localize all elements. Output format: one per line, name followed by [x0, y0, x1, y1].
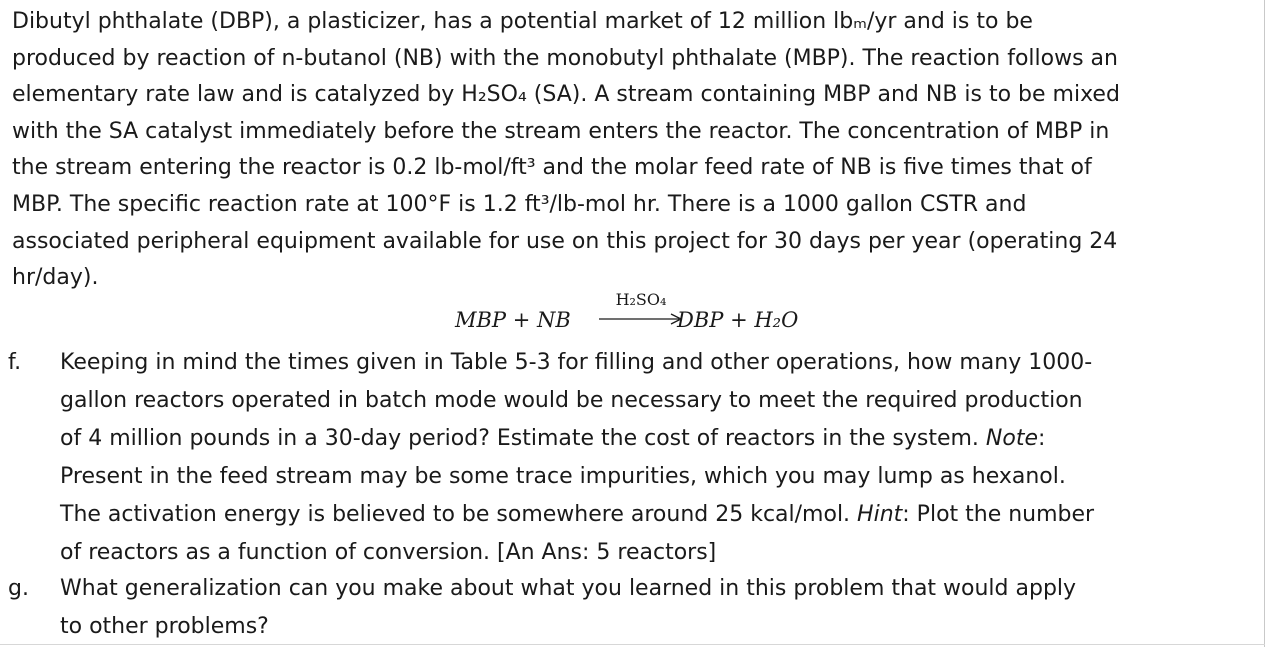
intro-line: MBP. The specific reaction rate at 100°F is 1.2 ft³/lb-mol hr. There is a 1000 gallon CSTR and [12, 191, 1027, 217]
intro-line: associated peripheral equipment available for use on this project for 30 days per year (operating 24 [12, 228, 1118, 254]
item-line [60, 420, 1094, 458]
problem-statement [12, 4, 1257, 297]
line-text: The activation energy is believed to be somewhere around 25 kcal/mol. [60, 502, 851, 527]
item-line: What generalization can you make about what you learned in this problem that would apply [60, 576, 1077, 601]
arrow-icon [597, 290, 685, 330]
item-body [60, 344, 1094, 572]
item-marker: g. [8, 576, 29, 601]
reaction-arrow [597, 290, 685, 330]
reaction-equation [455, 290, 875, 340]
equation-products: DBP + H₂O [677, 308, 799, 332]
intro-line: produced by reaction of n-butanol (NB) with the monobutyl phthalate (MBP). The reaction follows an [12, 45, 1118, 71]
item-line: Keeping in mind the times given in Table 5-3 for filling and other operations, how many 1000- [60, 350, 1093, 375]
intro-line: with the SA catalyst immediately before the stream enters the reactor. The concentration of MBP in [12, 118, 1110, 144]
item-line: gallon reactors operated in batch mode would be necessary to meet the required production [60, 388, 1083, 413]
hint-text: : Plot the number [902, 502, 1095, 527]
equation-catalyst: H₂SO₄ [615, 290, 667, 309]
intro-line: elementary rate law and is catalyzed by H₂SO₄ (SA). A stream containing MBP and NB is to be mixed [12, 82, 1120, 108]
line-text: of 4 million pounds in a 30-day period? Estimate the cost of reactors in the system. [60, 426, 979, 451]
intro-line: hr/day). [12, 265, 99, 291]
note-colon: : [1037, 426, 1046, 451]
intro-line: the stream entering the reactor is 0.2 lb-mol/ft³ and the molar feed rate of NB is five times that of [12, 155, 1092, 181]
note-label: Note [985, 426, 1038, 451]
item-line: to other problems? [60, 614, 269, 639]
intro-line: Dibutyl phthalate (DBP), a plasticizer, has a potential market of 12 million lbₘ/yr and is to be [12, 9, 1033, 34]
item-line: of reactors as a function of conversion. [An Ans: 5 reactors] [60, 540, 717, 565]
hint-label: Hint [857, 502, 903, 527]
item-body [60, 570, 1076, 646]
item-marker: f. [8, 350, 22, 375]
item-line: Present in the feed stream may be some trace impurities, which you may lump as hexanol. [60, 464, 1066, 489]
equation-reactants: MBP + NB [455, 308, 571, 332]
item-line [60, 496, 1094, 534]
